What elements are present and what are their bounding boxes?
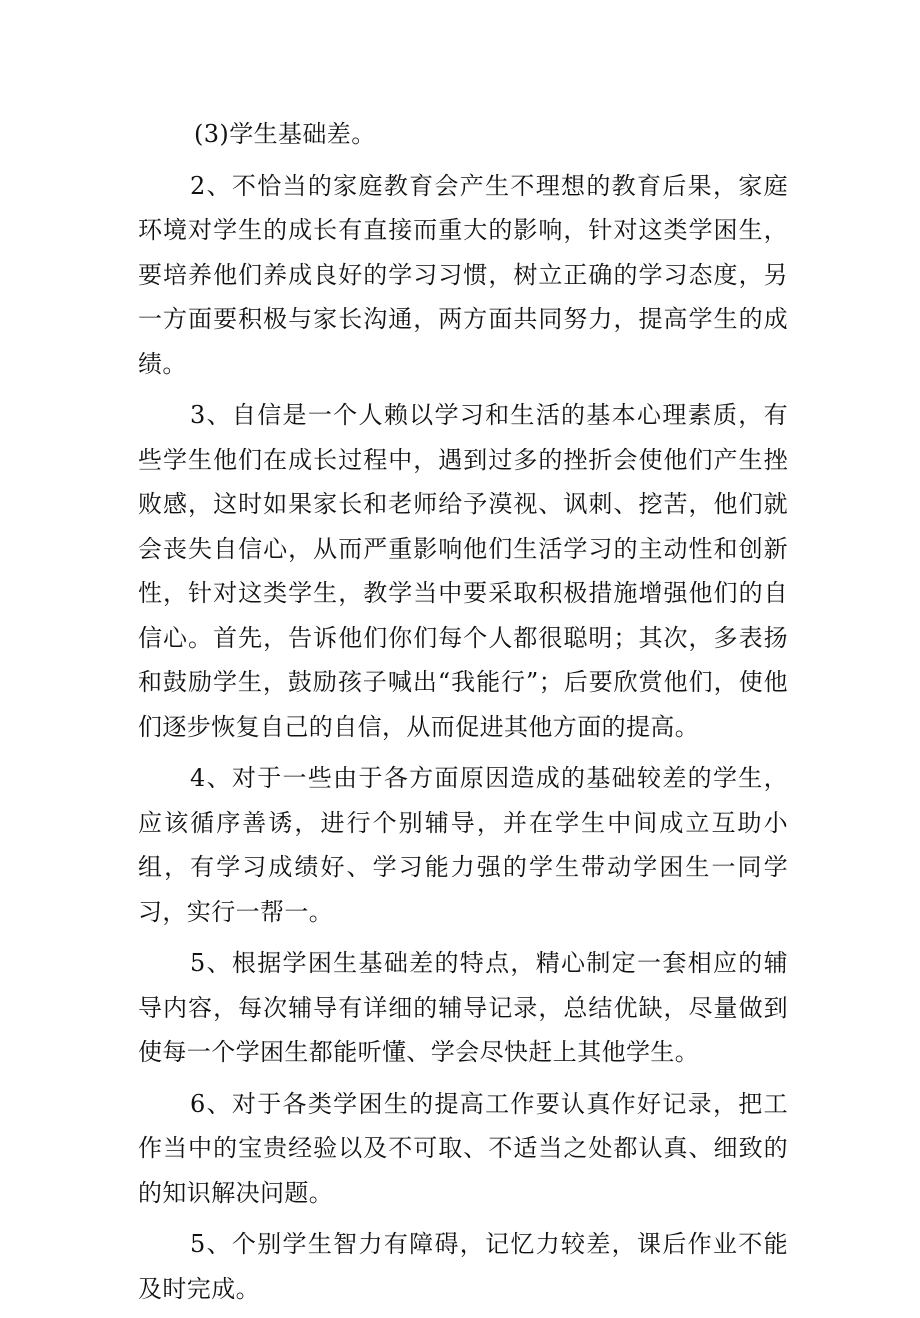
paragraph-family-education: 2、不恰当的家庭教育会产生不理想的教育后果，家庭环境对学生的成长有直接而重大的影响，针对这类学困生，要培养他们养成良好的学习习惯，树立正确的学习态度，另一方面要积极与家长沟通，两方面共同努力，提高学生的成绩。 [138, 171, 788, 378]
paragraph-self-confidence: 3、自信是一个人赖以学习和生活的基本心理素质，有些学生他们在成长过程中，遇到过多的挫折会使他们产生挫败感，这时如果家长和老师给予漠视、讽刺、挖苦，他们就会丧失自信心，从而严重影响他们生活学习的主动性和创新性，针对这类学生，教学当中要采取积极措施增强他们的自信心。首先，告诉他们你们每个人都很聪明；其次，多表扬和鼓励学生，鼓励孩子喊出“我能行”；后要欣赏他们，使他们逐步恢复自己的自信，从而促进其他方面的提高。 [138, 401, 788, 741]
paragraph-tutoring-plan: 5、根据学困生基础差的特点，精心制定一套相应的辅导内容，每次辅导有详细的辅导记录，总结优缺，尽量做到使每一个学困生都能听懂、学会尽快赶上其他学生。 [138, 949, 788, 1066]
paragraph-record-keeping: 6、对于各类学困生的提高工作要认真作好记录，把工作当中的宝贵经验以及不可取、不适当之处都认真、细致的的知识解决问题。 [138, 1089, 788, 1207]
paragraph-student-foundation: (3)学生基础差。 [194, 120, 376, 148]
paragraph-individual-tutoring: 4、对于一些由于各方面原因造成的基础较差的学生，应该循序善诱，进行个别辅导，并在学生中间成立互助小组，有学习成绩好、学习能力强的学生带动学困生一同学习，实行一帮一。 [138, 764, 788, 926]
paragraph-learning-difficulty: 5、个别学生智力有障碍，记忆力较差，课后作业不能及时完成。 [138, 1230, 788, 1303]
document-body [138, 112, 788, 1318]
